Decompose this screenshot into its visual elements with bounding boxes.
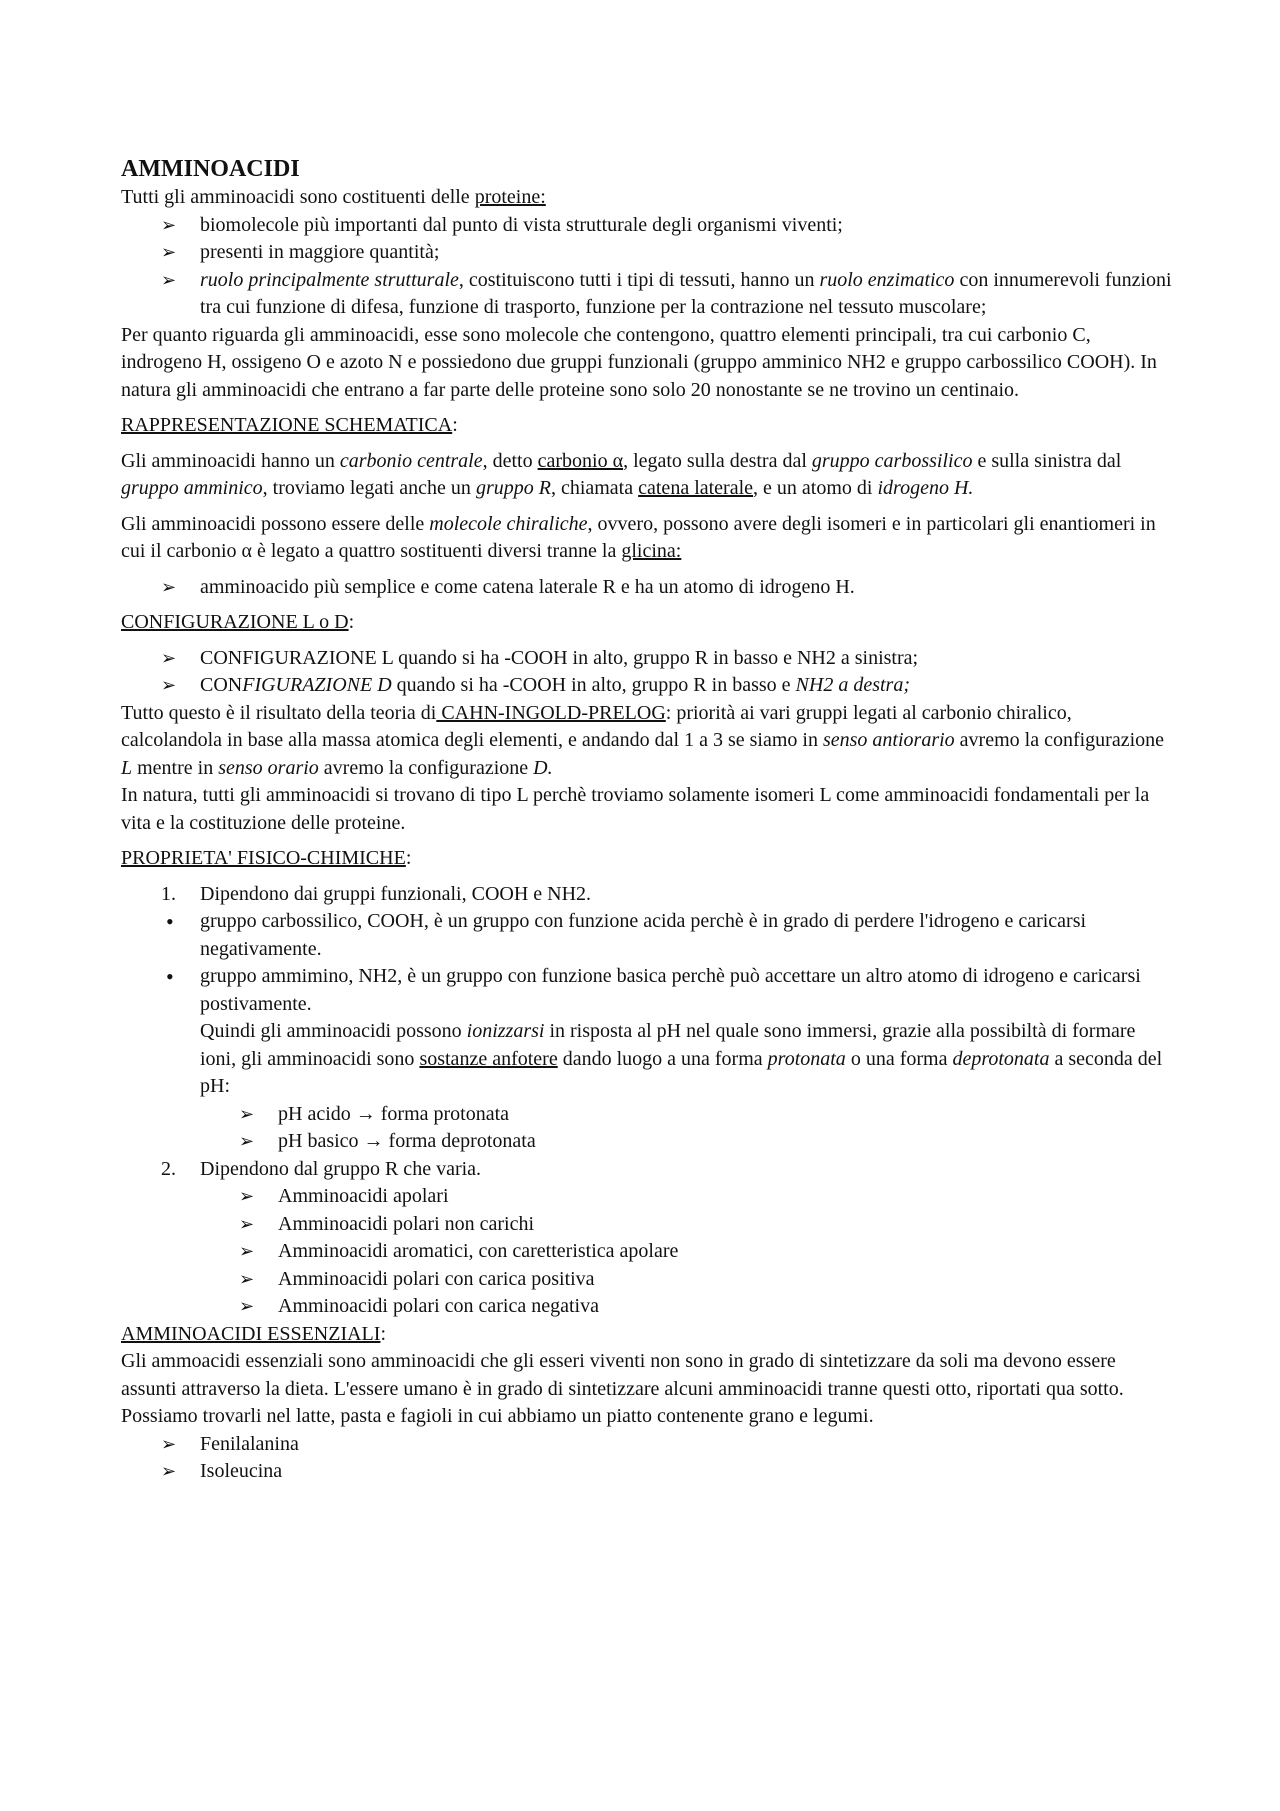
arrow-bullet-icon: ➢ (161, 1433, 177, 1455)
list-item: ➢ Amminoacidi polari non carichi (121, 1211, 1176, 1239)
arrow-bullet-icon: ➢ (161, 242, 177, 263)
arrow-bullet-icon: ➢ (161, 214, 177, 236)
arrow-bullet-icon: ➢ (161, 269, 177, 291)
list-item: ➢ amminoacido più semplice e come catena laterale R e ha un atomo di idrogeno H. (121, 574, 1176, 602)
arrow-bullet-icon: ➢ (161, 675, 177, 696)
essential-paragraph: Gli ammoacidi essenziali sono amminoacidi che gli esseri viventi non sono in grado di sintetizzare da soli ma devono essere assunti attraverso la dieta. L'essere umano è in grado di sintetizzare alcuni amminoacidi tranne questi otto, riportati qua sotto. Possiamo trovarli nel latte, pasta e fagioli in cui abbiamo un piatto contenente grano e legumi. (121, 1350, 1124, 1427)
arrow-bullet-icon: ➢ (161, 1461, 177, 1482)
proteine-link: proteine: (474, 186, 546, 208)
list-item: ➢ Amminoacidi polari con carica negativa (121, 1293, 1176, 1321)
ionization-paragraph: Quindi gli amminoacidi possono ionizzarsi in risposta al pH nel quale sono immersi, grazie alla possibiltà di formare ioni, gli amminoacidi sono sostanze anfotere dando luogo a una forma protonata o una forma deprotonata a seconda del pH: (200, 1020, 1163, 1097)
section-heading-essential: AMMINOACIDI ESSENZIALI: (121, 1322, 386, 1345)
nature-paragraph: In natura, tutti gli amminoacidi si trovano di tipo L perchè troviamo solamente isomeri L come amminoacidi fondamentali per la vita e la costituzione delle proteine. (121, 784, 1150, 834)
intro-paragraph: Tutti gli amminoacidi sono costituenti delle proteine: (121, 186, 546, 208)
list-item: 1. Dipendono dai gruppi funzionali, COOH e NH2. (121, 881, 1176, 909)
list-item: ➢ ruolo principalmente strutturale, costituiscono tutti i tipi di tessuti, hanno un ruolo enzimatico con innumerevoli funzioni tra cui funzione di difesa, funzione di trasporto, funzione per la contrazione nel tessuto muscolare; (161, 268, 1172, 318)
document-page (121, 154, 1176, 1486)
bullet-dot-icon: • (166, 964, 174, 989)
schematic-paragraph: Gli amminoacidi hanno un carbonio centrale, detto carbonio α, legato sulla destra dal gruppo carbossilico e sulla sinistra dal gruppo amminico, troviamo legati anche un gruppo R, chiamata catena laterale, e un atomo di idrogeno H. (121, 449, 1122, 499)
chiral-paragraph: Gli amminoacidi possono essere delle molecole chiraliche, ovvero, possono avere degli isomeri e in particolari gli enantiomeri in cui il carbonio α è legato a quattro sostituenti diversi tranne la glicina: (121, 512, 1156, 562)
arrow-bullet-icon: ➢ (239, 1213, 255, 1235)
list-item: ➢ Amminoacidi apolari (121, 1183, 1176, 1211)
section-heading-schematic: RAPPRESENTAZIONE SCHEMATICA: (121, 414, 458, 436)
list-item: • gruppo ammimino, NH2, è un gruppo con funzione basica perchè può accettare un altro atomo di idrogeno e caricarsi postivamente. Quindi gli amminoacidi possono ionizzarsi in risposta al pH nel quale sono immersi, grazie alla possibiltà di formare ioni, gli amminoacidi sono sostanze anfotere dando luogo a una forma protonata o una forma deprotonata a seconda del pH: (121, 963, 1176, 1101)
arrow-bullet-icon: ➢ (161, 576, 177, 598)
list-item: ➢ CONFIGURAZIONE L quando si ha -COOH in alto, gruppo R in basso e NH2 a sinistra; (121, 645, 1176, 673)
list-item: ➢ CONFIGURAZIONE D quando si ha -COOH in alto, gruppo R in basso e NH2 a destra; (121, 672, 1176, 700)
list-item: • gruppo carbossilico, COOH, è un gruppo con funzione acida perchè è in grado di perdere l'idrogeno e caricarsi negativamente. (166, 909, 1087, 960)
list-item: ➢ biomolecole più importanti dal punto di vista strutturale degli organismi viventi; (121, 212, 1176, 240)
list-item: ➢ Amminoacidi aromatici, con caretteristica apolare (121, 1238, 1176, 1266)
cip-paragraph: Tutto questo è il risultato della teoria di CAHN-INGOLD-PRELOG: priorità ai vari gruppi legati al carbonio chiralico, calcolandola in base alla massa atomica degli elementi, e andando dal 1 a 3 se siamo in senso antiorario avremo la configurazione L mentre in senso orario avremo la configurazione D. (121, 701, 1165, 779)
arrow-bullet-icon: ➢ (239, 1268, 255, 1290)
list-number: 1. (161, 882, 176, 905)
arrow-bullet-icon: ➢ (239, 1296, 255, 1317)
arrow-bullet-icon: ➢ (239, 1241, 255, 1262)
arrow-bullet-icon: ➢ (161, 647, 177, 669)
essential-list (121, 1431, 1176, 1486)
config-list (121, 645, 1176, 700)
protein-points-list (121, 212, 1176, 322)
properties-list (121, 881, 1176, 1321)
list-item: 2. Dipendono dal gruppo R che varia. (121, 1156, 1176, 1184)
list-item: ➢ presenti in maggiore quantità; (121, 239, 1176, 267)
section-heading-properties: PROPRIETA' FISICO-CHIMICHE: (121, 847, 412, 869)
list-item: ➢ Fenilalanina (121, 1431, 1176, 1459)
bullet-dot-icon: • (166, 909, 174, 934)
page-title: AMMINOACIDI (121, 156, 300, 182)
list-item: ➢ pH acido → forma protonata (121, 1101, 1176, 1129)
list-number: 2. (161, 1157, 176, 1180)
arrow-bullet-icon: ➢ (239, 1103, 255, 1125)
elements-paragraph: Per quanto riguarda gli amminoacidi, esse sono molecole che contengono, quattro elementi principali, tra cui carbonio C, indrogeno H, ossigeno O e azoto N e possiedono due gruppi funzionali (gruppo amminico NH2 e gruppo carbossilico COOH). In natura gli amminoacidi che entrano a far parte delle proteine sono solo 20 nonostante se ne trovino un centinaio. (121, 323, 1157, 401)
list-item: ➢ pH basico → forma deprotonata (121, 1128, 1176, 1156)
arrow-bullet-icon: ➢ (239, 1131, 255, 1152)
glycine-list (121, 574, 1176, 602)
section-heading-config: CONFIGURAZIONE L o D: (121, 611, 355, 633)
list-item: ➢ Isoleucina (121, 1458, 1176, 1486)
list-item: ➢ Amminoacidi polari con carica positiva (121, 1266, 1176, 1294)
arrow-bullet-icon: ➢ (239, 1186, 255, 1207)
